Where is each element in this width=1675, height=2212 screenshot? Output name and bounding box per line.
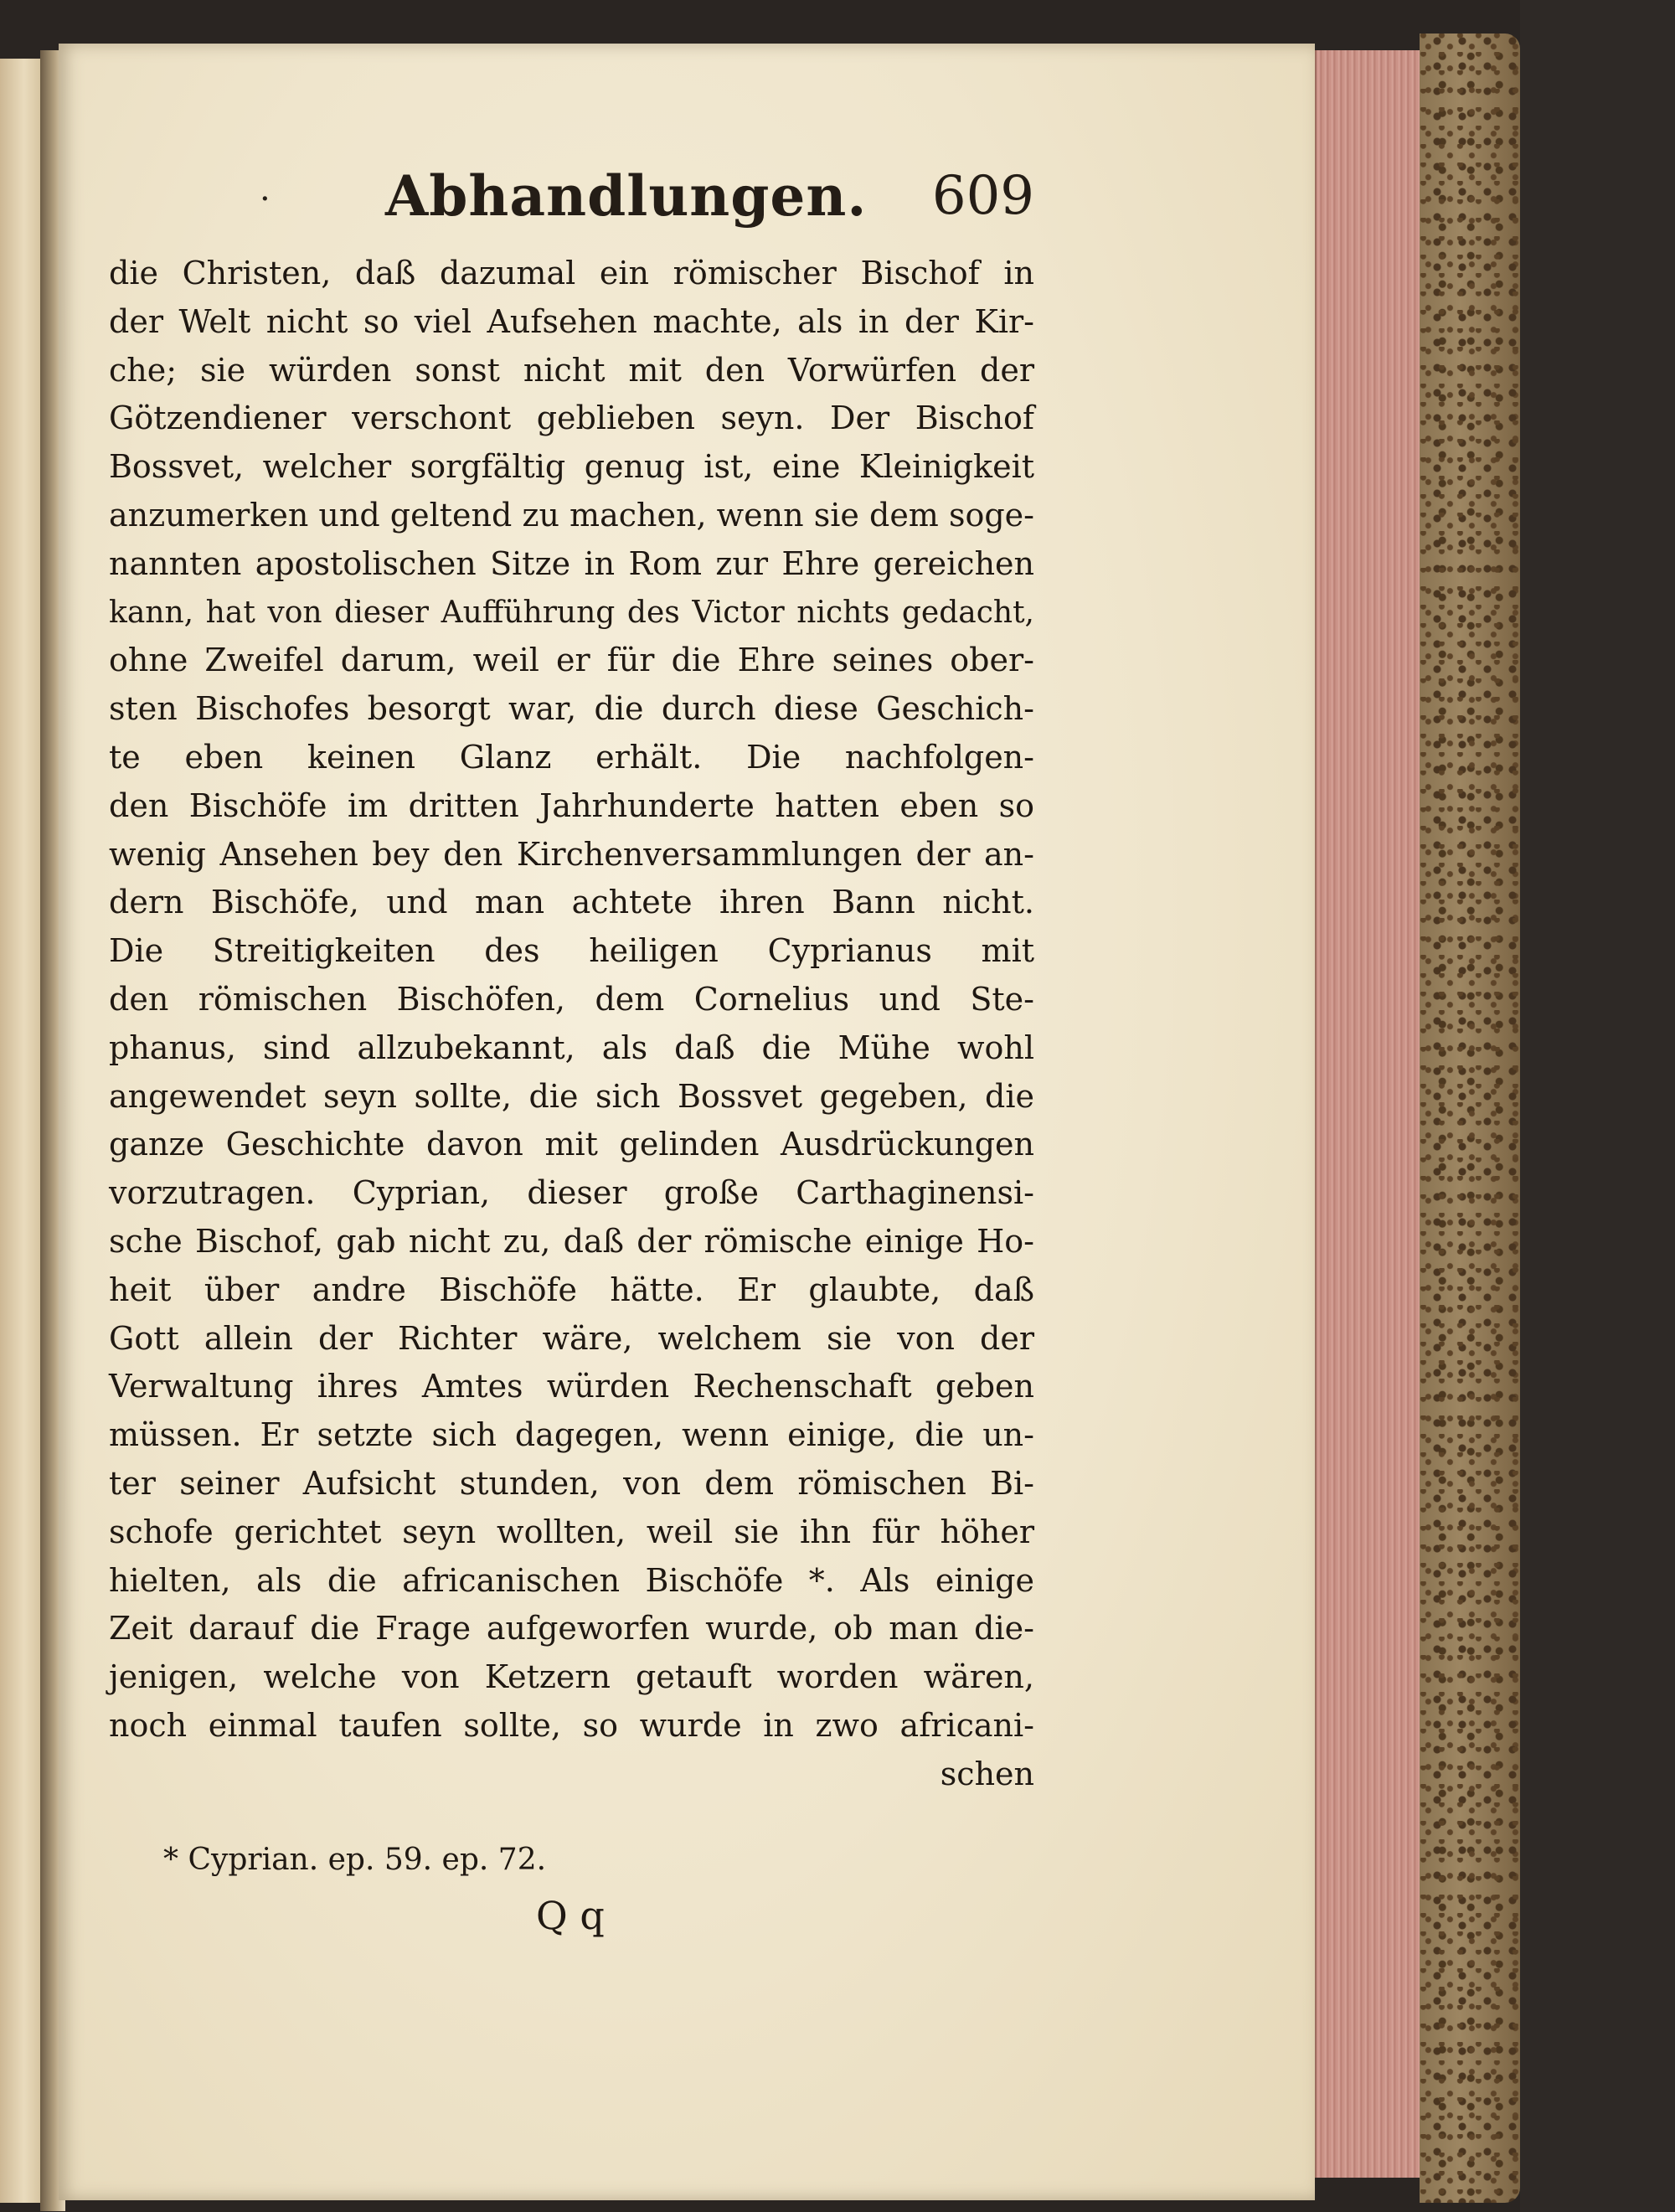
text-line: Götzendiener verschont geblieben seyn. Der Bischof	[109, 400, 1034, 437]
text-line: den Bischöfe im dritten Jahrhunderte hatten eben so	[109, 786, 1034, 824]
text-line: ter seiner Aufsicht stunden, von dem römischen Bi-	[109, 1464, 1034, 1502]
text-line: müssen. Er setzte sich dagegen, wenn einige, die un-	[109, 1416, 1034, 1454]
text-line: angewendet seyn sollte, die sich Bossvet gegeben, die	[109, 1077, 1034, 1115]
text-line: ohne Zweifel darum, weil er für die Ehre seines ober-	[109, 642, 1034, 679]
text-line: kann, hat von dieser Aufführung des Victor nichts gedacht,	[109, 595, 1034, 630]
text-line: dern Bischöfe, und man achtete ihren Bann nicht.	[109, 884, 1034, 921]
book-cover	[1420, 34, 1520, 2203]
text-line: den römischen Bischöfen, dem Cornelius und Ste-	[109, 980, 1034, 1018]
text-line: jenigen, welche von Ketzern getauft worden wären,	[109, 1658, 1034, 1696]
text-line: phanus, sind allzubekannt, als daß die Mühe wohl	[109, 1029, 1034, 1066]
header-ornament: ·	[260, 180, 271, 219]
text-line: heit über andre Bischöfe hätte. Er glaubte, daß	[109, 1271, 1034, 1308]
text-line: Verwaltung ihres Amtes würden Rechenschaft geben	[109, 1368, 1034, 1405]
body-text	[109, 250, 1034, 1799]
text-line: Zeit darauf die Frage aufgeworfen wurde, ob man die-	[109, 1610, 1034, 1647]
page-number: 609	[931, 165, 1034, 227]
text-line: te eben keinen Glanz erhält. Die nachfolgen-	[109, 738, 1034, 776]
background	[1520, 0, 1675, 2212]
text-line: sten Bischofes besorgt war, die durch diese Geschich-	[109, 690, 1034, 728]
text-line: die Christen, daß dazumal ein römischer Bischof in	[109, 255, 1034, 291]
text-line: Gott allein der Richter wäre, welchem sie von der	[109, 1319, 1034, 1357]
catchword: schen	[940, 1755, 1034, 1792]
previous-page-edge	[0, 59, 42, 2203]
page-header	[109, 163, 1034, 239]
text-line: wenig Ansehen bey den Kirchenversammlungen der an-	[109, 835, 1034, 873]
text-line: ganze Geschichte davon mit gelinden Ausdrückungen	[109, 1126, 1034, 1163]
text-line: vorzutragen. Cyprian, dieser große Carthaginensi-	[109, 1174, 1034, 1212]
text-line: schofe gerichtet seyn wollten, weil sie ihn für höher	[109, 1513, 1034, 1550]
text-line: che; sie würden sonst nicht mit den Vorwürfen der	[109, 351, 1034, 389]
text-line: der Welt nicht so viel Aufsehen machte, als in der Kir-	[109, 302, 1034, 340]
text-line: Bossvet, welcher sorgfältig genug ist, eine Kleinigkeit	[109, 448, 1034, 486]
text-line: nannten apostolischen Sitze in Rom zur Ehre gereichen	[109, 544, 1034, 582]
running-title: Abhandlungen.	[385, 163, 868, 229]
text-line: Die Streitigkeiten des heiligen Cyprianus mit	[109, 932, 1034, 970]
signature-mark: Q q	[536, 1893, 605, 1938]
text-line: sche Bischof, gab nicht zu, daß der römische einige Ho-	[109, 1222, 1034, 1260]
footnote: * Cyprian. ep. 59. ep. 72.	[163, 1843, 547, 1877]
text-line: anzumerken und geltend zu machen, wenn sie dem soge-	[109, 496, 1034, 534]
text-line: noch einmal taufen sollte, so wurde in zwo africani-	[109, 1706, 1034, 1744]
page-block-edge	[1315, 50, 1421, 2178]
text-line: hielten, als die africanischen Bischöfe *. Als einige	[109, 1561, 1034, 1599]
